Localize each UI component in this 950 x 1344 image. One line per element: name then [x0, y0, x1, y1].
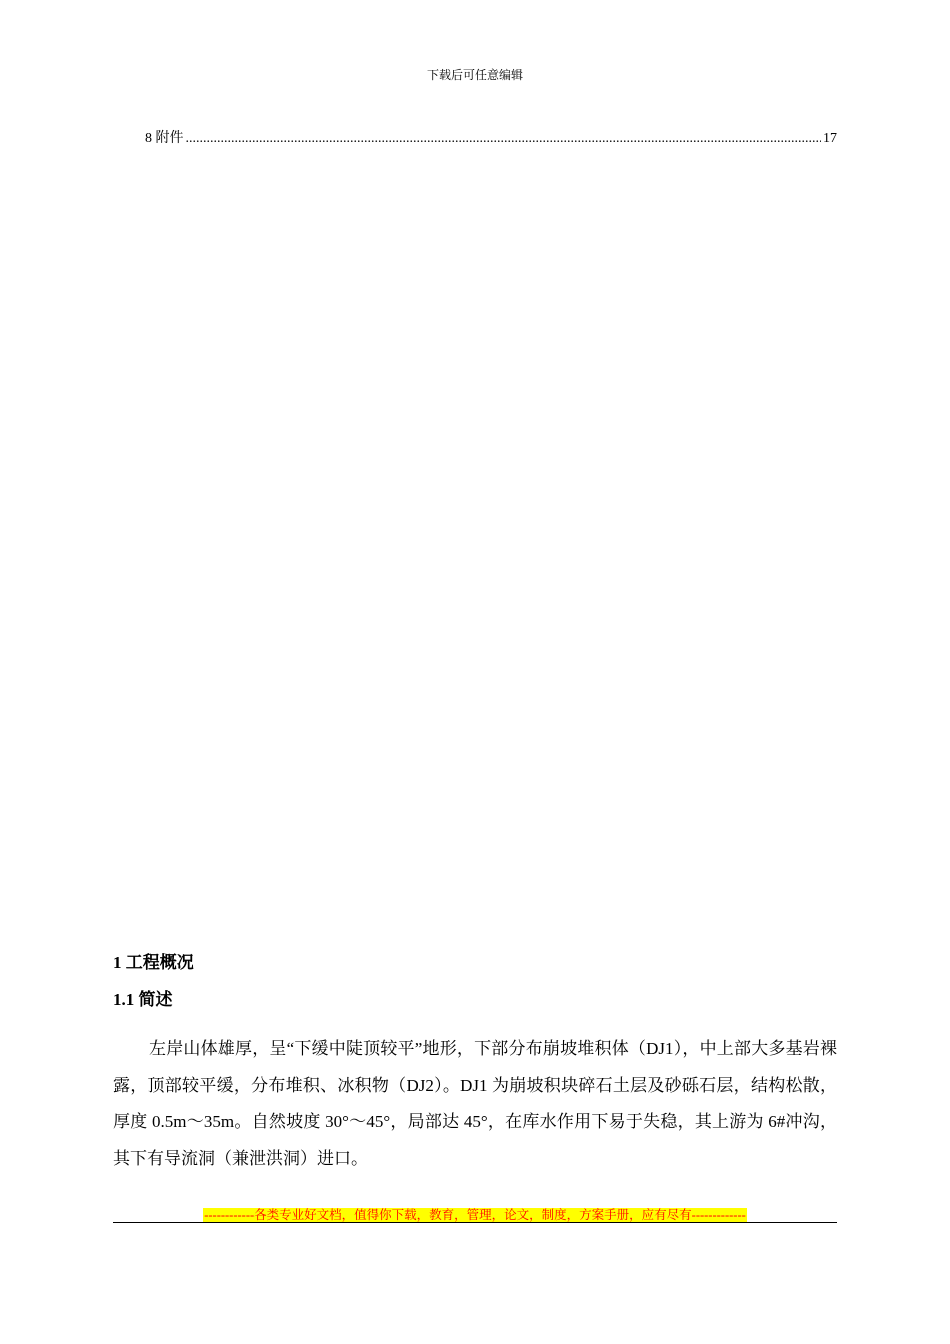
footer-banner [113, 1205, 837, 1223]
toc-leader-dots [186, 131, 822, 147]
toc-entry-label: 8 附件 [145, 131, 184, 146]
section-heading: 1 工程概况 [113, 953, 194, 972]
page-header: 下载后可任意编辑 [426, 68, 523, 82]
body-paragraph: 左岸山体雄厚，呈“下缓中陡顶较平”地形，下部分布崩坡堆积体（DJ1），中上部大多基岩裸露，顶部较平缓，分布堆积、冰积物（DJ2）。DJ1 为崩坡积块碎石土层及砂砾石层，结构松散，厚度 0.5m～35m。自然坡度 30°～45°，局部达 45°，在库水作用下易于失稳，其上游为 6#冲沟，其下有导流洞（兼泄洪洞）进口。 [113, 1039, 837, 1168]
toc-entry-page-number: 17 [823, 131, 837, 146]
footer-banner-text: ------------各类专业好文档，值得你下载，教育，管理，论文，制度，方案手册，应有尽有------------- [204, 1208, 746, 1222]
footer-divider [113, 1222, 837, 1223]
subsection-heading: 1.1 简述 [113, 990, 173, 1009]
toc-entry[interactable] [145, 127, 837, 147]
